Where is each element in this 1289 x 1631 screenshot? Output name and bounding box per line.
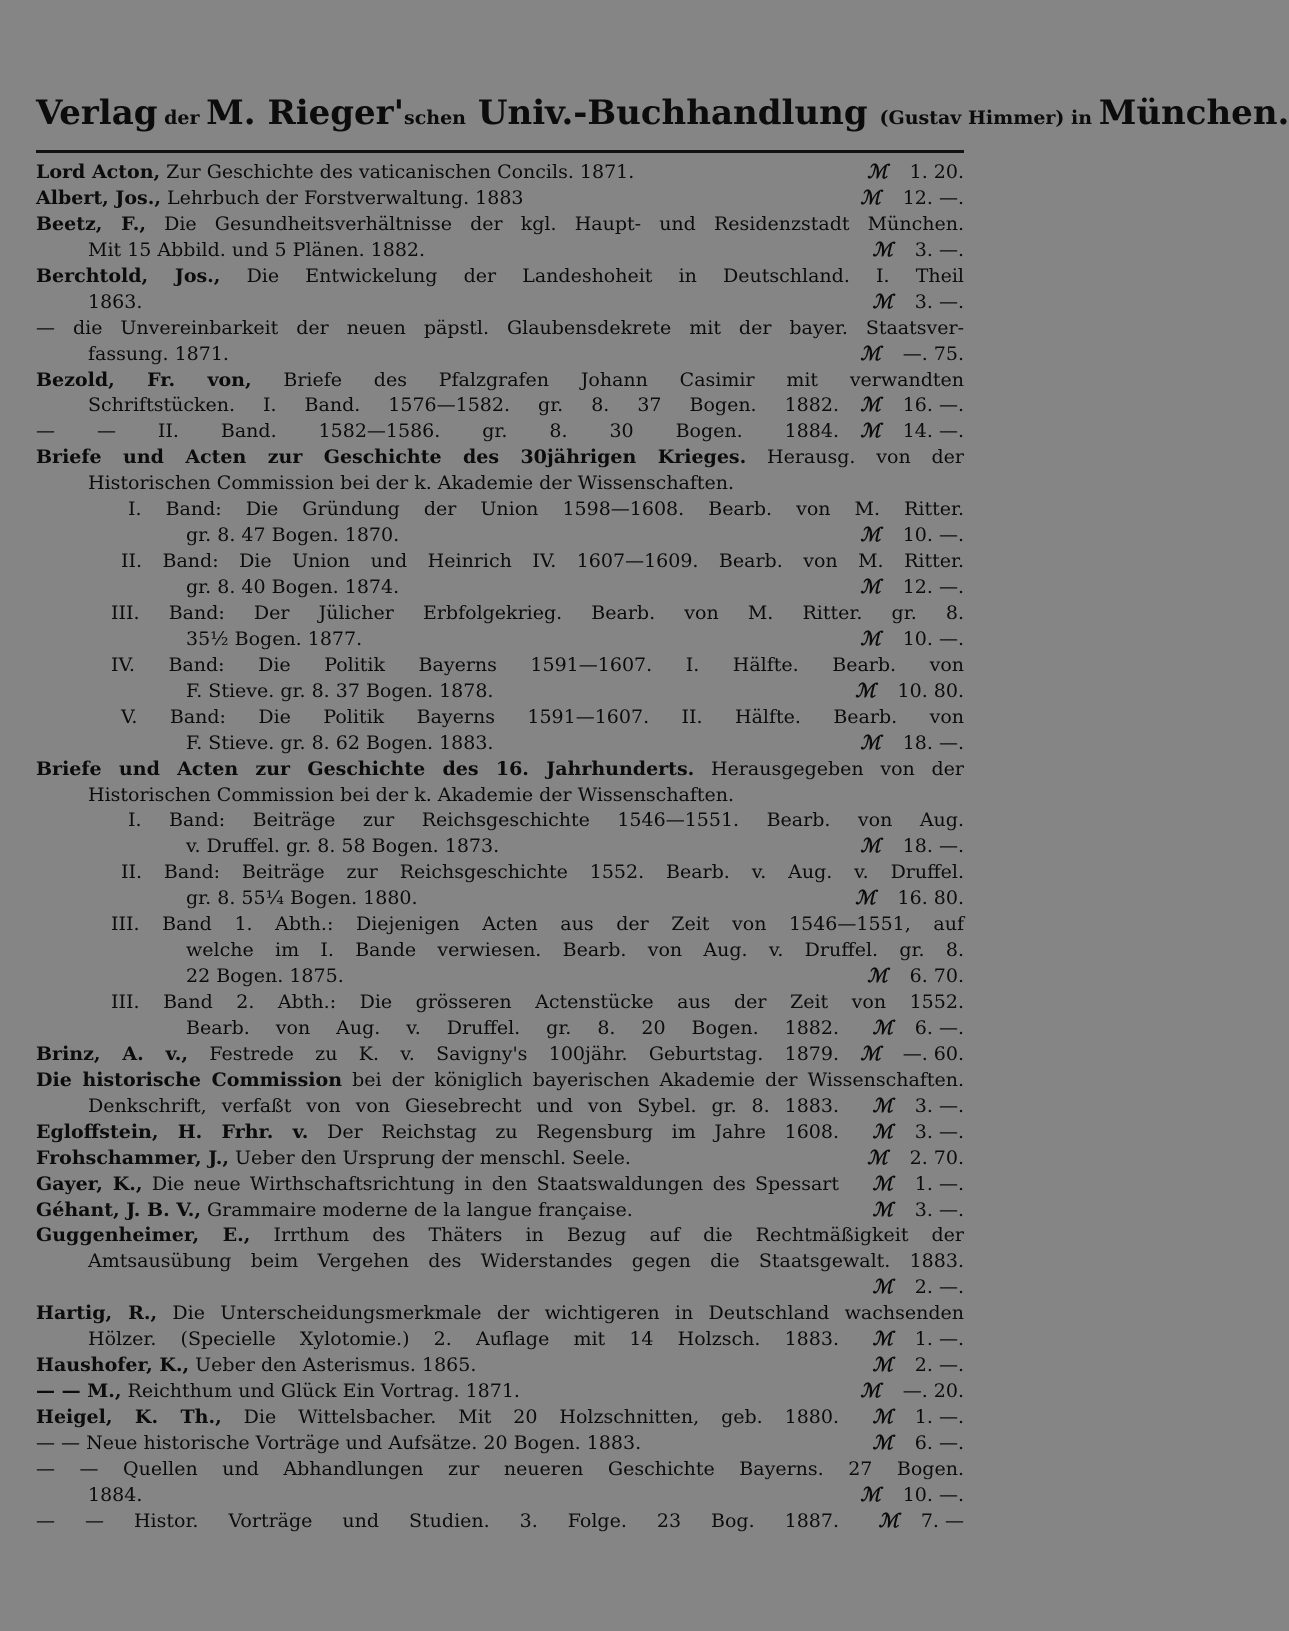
- entry-text: gr. 8. 47 Bogen. 1870.: [186, 524, 400, 547]
- catalog-line: [36, 549, 964, 575]
- entry-price: [842, 1042, 964, 1068]
- entry-text: Zur Geschichte des vaticanischen Concils. 1871.: [160, 161, 635, 183]
- catalog-line: [36, 342, 964, 368]
- catalog-line: [36, 912, 964, 938]
- header-part: (Gustav Himmer): [879, 107, 1065, 129]
- catalog-line: [36, 1172, 964, 1198]
- entry-text: — die Unvereinbarkeit der neuen päpstl. Glaubensdekrete mit der bayer. Staatsver-: [36, 316, 964, 339]
- price-value: 3. —.: [914, 290, 964, 313]
- entry-text: — — Histor. Vorträge und Studien. 3. Folge. 23 Bog. 1887.: [36, 1509, 839, 1532]
- catalog-line: [36, 1301, 964, 1327]
- entry-text: — — Quellen und Abhandlungen zur neueren Geschichte Bayerns. 27 Bogen.: [36, 1457, 964, 1480]
- entry-text: V. Band: Die Politik Bayerns 1591—1607. II. Hälfte. Bearb. von: [121, 705, 964, 728]
- mark-symbol: ℳ: [860, 835, 881, 858]
- entry-author: Die historische Commission: [36, 1068, 343, 1091]
- entry-text: Hölzer. (Specielle Xylotomie.) 2. Auflage mit 14 Holzsch. 1883.: [88, 1328, 839, 1351]
- catalog-line: [36, 1223, 964, 1249]
- entry-price: [842, 575, 964, 601]
- entry-price: [842, 1483, 964, 1509]
- entry-price: [842, 1275, 964, 1301]
- price-value: —. 60.: [902, 1042, 964, 1065]
- price-value: 6. 70.: [909, 965, 964, 988]
- catalog-line: [36, 575, 964, 601]
- catalog-line: [36, 523, 964, 549]
- entry-price: [842, 1146, 964, 1172]
- entry-author: Bezold, Fr. von,: [36, 368, 252, 391]
- price-value: —. 20.: [902, 1380, 964, 1403]
- price-value: 10. —.: [902, 627, 964, 650]
- mark-symbol: ℳ: [860, 394, 881, 417]
- entry-price: [842, 1172, 964, 1198]
- entry-price: [842, 290, 964, 316]
- entry-price: [842, 1198, 964, 1224]
- price-value: 16. —.: [902, 394, 964, 417]
- catalog-line: [36, 1483, 964, 1509]
- entry-text: fassung. 1871.: [88, 342, 229, 365]
- entry-price: [842, 1016, 964, 1042]
- price-value: 3. —.: [914, 1198, 964, 1221]
- catalog-line: [36, 886, 964, 912]
- price-value: 12. —.: [902, 186, 964, 209]
- catalog-line: [36, 627, 964, 653]
- mark-symbol: ℳ: [878, 1509, 899, 1532]
- price-value: 2. —.: [914, 1354, 964, 1377]
- entry-text: 22 Bogen. 1875.: [186, 965, 344, 988]
- mark-symbol: ℳ: [860, 524, 881, 547]
- header-part: Univ.-Buchhandlung: [465, 93, 880, 133]
- entry-text: III. Band 1. Abth.: Diejenigen Acten aus der Zeit von 1546—1551, auf: [111, 913, 964, 936]
- entry-text: 1863.: [88, 290, 143, 313]
- price-value: 3. —.: [914, 1094, 964, 1117]
- catalog-line: [36, 1431, 964, 1457]
- entry-author: Haushofer, K.,: [36, 1354, 190, 1377]
- catalog-line: [36, 860, 964, 886]
- mark-symbol: ℳ: [860, 627, 881, 650]
- catalog-line: [36, 1457, 964, 1483]
- catalog-line: [36, 445, 964, 471]
- entry-text: gr. 8. 40 Bogen. 1874.: [186, 576, 400, 598]
- entry-price: [842, 1353, 964, 1379]
- entry-price: [842, 964, 964, 990]
- mark-symbol: ℳ: [872, 1172, 893, 1195]
- mark-symbol: ℳ: [860, 1483, 881, 1506]
- price-value: —. 75.: [902, 342, 964, 365]
- mark-symbol: ℳ: [860, 1380, 881, 1403]
- catalog-line: [36, 964, 964, 990]
- entry-author: Gayer, K.,: [36, 1172, 143, 1195]
- catalog-line: [36, 757, 964, 783]
- publisher-header: [36, 93, 1289, 133]
- price-value: 2. —.: [914, 1276, 964, 1299]
- entry-price: [842, 419, 964, 445]
- catalog-line: [36, 1249, 964, 1275]
- entry-price: [842, 627, 964, 653]
- entry-text: Schriftstücken. I. Band. 1576—1582. gr. 8. 37 Bogen. 1882.: [88, 394, 839, 417]
- price-value: 14. —.: [902, 420, 964, 443]
- catalog-line: [36, 497, 964, 523]
- catalog-line: [36, 653, 964, 679]
- entry-text: Die Gesundheitsverhältnisse der kgl. Haupt- und Residenzstadt München.: [145, 212, 964, 235]
- entry-author: Berchtold, Jos.,: [36, 264, 221, 287]
- catalog-line: [36, 834, 964, 860]
- mark-symbol: ℳ: [860, 186, 881, 209]
- entry-text: Historischen Commission bei der k. Akademie der Wissenschaften.: [88, 783, 735, 806]
- catalog-line: [36, 186, 964, 212]
- header-part: Verlag: [36, 93, 158, 133]
- mark-symbol: ℳ: [860, 1042, 881, 1065]
- price-value: 18. —.: [902, 835, 964, 858]
- entry-author: Briefe und Acten zur Geschichte des 16. Jahrhunderts.: [36, 757, 695, 780]
- price-value: 3. —.: [914, 238, 964, 261]
- catalog-line: [36, 1120, 964, 1146]
- catalog-line: [36, 393, 964, 419]
- entry-author: Albert, Jos.,: [36, 186, 161, 209]
- catalog-line: [36, 1042, 964, 1068]
- entry-text: Ueber den Ursprung der menschl. Seele.: [228, 1146, 631, 1169]
- price-value: 1. —.: [914, 1406, 964, 1428]
- catalog-line: [36, 419, 964, 445]
- entry-price: [842, 679, 964, 705]
- mark-symbol: ℳ: [872, 238, 893, 261]
- entry-price: [842, 834, 964, 860]
- header-part: M. Rieger': [206, 93, 404, 133]
- price-value: 7. —: [920, 1509, 964, 1532]
- catalog-line: [36, 1094, 964, 1120]
- mark-symbol: ℳ: [872, 1120, 893, 1143]
- entry-price: [842, 160, 964, 186]
- price-value: 18. —.: [902, 731, 964, 754]
- entry-price: [842, 1120, 964, 1146]
- catalog-line: [36, 471, 964, 497]
- entry-text: IV. Band: Die Politik Bayerns 1591—1607. I. Hälfte. Bearb. von: [111, 653, 964, 676]
- mark-symbol: ℳ: [860, 342, 881, 365]
- entry-text: F. Stieve. gr. 8. 62 Bogen. 1883.: [186, 731, 494, 754]
- price-value: 10. —.: [902, 524, 964, 547]
- entry-text: II. Band: Die Union und Heinrich IV. 1607—1609. Bearb. von M. Ritter.: [121, 550, 964, 573]
- mark-symbol: ℳ: [872, 1016, 893, 1039]
- header-part: der: [157, 107, 207, 129]
- entry-price: [842, 238, 964, 264]
- entry-price: [842, 186, 964, 212]
- catalog-line: [36, 938, 964, 964]
- entry-price: [842, 1379, 964, 1405]
- mark-symbol: ℳ: [872, 1354, 893, 1377]
- entry-text: Grammaire moderne de la langue française.: [200, 1198, 633, 1221]
- entry-text: I. Band: Die Gründung der Union 1598—1608. Bearb. von M. Ritter.: [128, 498, 964, 521]
- entry-text: Mit 15 Abbild. und 5 Plänen. 1882.: [88, 238, 426, 261]
- catalog-line: [36, 290, 964, 316]
- entry-author: Guggenheimer, E.,: [36, 1224, 251, 1247]
- price-value: 1. —.: [914, 1172, 964, 1195]
- entry-text: Reichthum und Glück Ein Vortrag. 1871.: [121, 1380, 520, 1403]
- entry-text: Lehrbuch der Forstverwaltung. 1883: [160, 186, 524, 209]
- entry-price: [842, 886, 964, 912]
- entry-text: Die Entwickelung der Landeshoheit in Deutschland. I. Theil: [220, 264, 965, 287]
- catalog-line: [36, 679, 964, 705]
- entry-text: Die neue Wirthschaftsrichtung in den Staatswaldungen des Spessart: [142, 1172, 839, 1195]
- catalog-line: [36, 1353, 964, 1379]
- entry-price: [842, 1094, 964, 1120]
- entry-text: 35½ Bogen. 1877.: [186, 627, 363, 650]
- mark-symbol: ℳ: [867, 1146, 888, 1169]
- price-value: 6. —.: [914, 1431, 964, 1454]
- entry-author: Frohschammer, J.,: [36, 1146, 229, 1169]
- price-value: 1. —.: [914, 1328, 964, 1351]
- mark-symbol: ℳ: [860, 420, 881, 443]
- entry-author: Géhant, J. B. V.,: [36, 1198, 201, 1221]
- mark-symbol: ℳ: [860, 576, 881, 598]
- entry-text: Denkschrift, verfaßt von von Giesebrecht und von Sybel. gr. 8. 1883.: [88, 1094, 839, 1117]
- entry-price: [842, 393, 964, 419]
- catalog-line: [36, 731, 964, 757]
- mark-symbol: ℳ: [872, 1328, 893, 1351]
- entry-text: Die Unterscheidungsmerkmale der wichtigeren in Deutschland wachsenden: [157, 1302, 964, 1325]
- entry-text: Die Wittelsbacher. Mit 20 Holzschnitten, geb. 1880.: [221, 1406, 840, 1428]
- entry-text: Amtsausübung beim Vergehen des Widerstandes gegen die Staatsgewalt. 1883.: [88, 1250, 964, 1273]
- entry-text: Der Reichstag zu Regensburg im Jahre 1608.: [308, 1120, 839, 1143]
- catalog-line: [36, 1068, 964, 1094]
- catalog-line: [36, 368, 964, 394]
- entry-text: v. Druffel. gr. 8. 58 Bogen. 1873.: [186, 835, 500, 858]
- catalog-line: [36, 264, 964, 290]
- mark-symbol: ℳ: [855, 887, 876, 910]
- entry-text: 1884.: [88, 1483, 143, 1506]
- entry-text: bei der königlich bayerischen Akademie der Wissenschaften.: [342, 1068, 965, 1091]
- entry-price: [842, 342, 964, 368]
- header-part: schen: [404, 107, 466, 129]
- entry-text: Irrthum des Thäters in Bezug auf die Rechtmäßigkeit der: [250, 1224, 964, 1247]
- price-value: 3. —.: [914, 1120, 964, 1143]
- mark-symbol: ℳ: [872, 1094, 893, 1117]
- entry-price: [842, 1405, 964, 1431]
- catalog-line: [36, 1146, 964, 1172]
- entry-text: welche im I. Bande verwiesen. Bearb. von Aug. v. Druffel. gr. 8.: [186, 939, 964, 962]
- price-value: 16. 80.: [897, 887, 964, 910]
- mark-symbol: ℳ: [872, 1431, 893, 1454]
- entry-text: III. Band: Der Jülicher Erbfolgekrieg. Bearb. von M. Ritter. gr. 8.: [111, 601, 964, 624]
- catalog-line: [36, 1198, 964, 1224]
- entry-price: [842, 1431, 964, 1457]
- mark-symbol: ℳ: [867, 965, 888, 988]
- price-value: 10. 80.: [897, 679, 964, 702]
- catalog-line: [36, 783, 964, 809]
- entry-author: Beetz, F.,: [36, 212, 146, 235]
- catalog-line: [36, 1275, 964, 1301]
- entry-price: [842, 1327, 964, 1353]
- catalog-line: [36, 1016, 964, 1042]
- mark-symbol: ℳ: [872, 1276, 893, 1299]
- catalog-line: [36, 316, 964, 342]
- catalog-line: [36, 601, 964, 627]
- price-value: 6. —.: [914, 1016, 964, 1039]
- entry-text: — — Neue historische Vorträge und Aufsätze. 20 Bogen. 1883.: [36, 1431, 642, 1454]
- price-value: 10. —.: [902, 1483, 964, 1506]
- catalog-line: [36, 1327, 964, 1353]
- entry-author: — — M.,: [36, 1380, 122, 1403]
- mark-symbol: ℳ: [872, 1198, 893, 1221]
- entry-text: Ueber den Asterismus. 1865.: [189, 1354, 477, 1377]
- catalog-line: [36, 1509, 964, 1535]
- entry-text: I. Band: Beiträge zur Reichsgeschichte 1546—1551. Bearb. von Aug.: [128, 809, 964, 832]
- catalog-list: [36, 160, 964, 1535]
- entry-author: Briefe und Acten zur Geschichte des 30jährigen Krieges.: [36, 446, 747, 469]
- mark-symbol: ℳ: [855, 679, 876, 702]
- entry-text: gr. 8. 55¼ Bogen. 1880.: [186, 887, 418, 910]
- entry-text: Historischen Commission bei der k. Akademie der Wissenschaften.: [88, 472, 735, 495]
- entry-price: [842, 731, 964, 757]
- price-value: 1. 20.: [909, 161, 964, 183]
- catalog-line: [36, 160, 964, 186]
- entry-author: Hartig, R.,: [36, 1302, 158, 1325]
- entry-price: [842, 1509, 964, 1535]
- catalog-line: [36, 1379, 964, 1405]
- entry-price: [842, 523, 964, 549]
- header-rule: [36, 150, 964, 153]
- entry-text: Bearb. von Aug. v. Druffel. gr. 8. 20 Bogen. 1882.: [186, 1016, 839, 1039]
- entry-text: — — II. Band. 1582—1586. gr. 8. 30 Bogen. 1884.: [36, 420, 839, 443]
- entry-text: Herausg. von der: [746, 446, 964, 469]
- entry-text: III. Band 2. Abth.: Die grösseren Actenstücke aus der Zeit von 1552.: [111, 991, 964, 1013]
- catalog-line: [36, 212, 964, 238]
- header-part: in: [1064, 107, 1099, 129]
- entry-author: Lord Acton,: [36, 161, 161, 183]
- entry-text: Festrede zu K. v. Savigny's 100jähr. Geburtstag. 1879.: [188, 1042, 839, 1065]
- catalog-line: [36, 1405, 964, 1431]
- entry-author: Brinz, A. v.,: [36, 1042, 189, 1065]
- mark-symbol: ℳ: [860, 731, 881, 754]
- entry-author: Egloffstein, H. Frhr. v.: [36, 1120, 309, 1143]
- mark-symbol: ℳ: [872, 290, 893, 313]
- mark-symbol: ℳ: [867, 161, 888, 183]
- catalog-line: [36, 705, 964, 731]
- header-part: München.: [1098, 93, 1289, 133]
- entry-text: Briefe des Pfalzgrafen Johann Casimir mit verwandten: [251, 368, 964, 391]
- price-value: 12. —.: [902, 576, 964, 598]
- mark-symbol: ℳ: [872, 1406, 893, 1428]
- entry-author: Heigel, K. Th.,: [36, 1406, 222, 1428]
- catalog-line: [36, 990, 964, 1016]
- catalog-line: [36, 238, 964, 264]
- entry-text: F. Stieve. gr. 8. 37 Bogen. 1878.: [186, 679, 494, 702]
- entry-text: II. Band: Beiträge zur Reichsgeschichte 1552. Bearb. v. Aug. v. Druffel.: [121, 861, 964, 884]
- catalog-line: [36, 808, 964, 834]
- entry-text: Herausgegeben von der: [694, 757, 964, 780]
- price-value: 2. 70.: [909, 1146, 964, 1169]
